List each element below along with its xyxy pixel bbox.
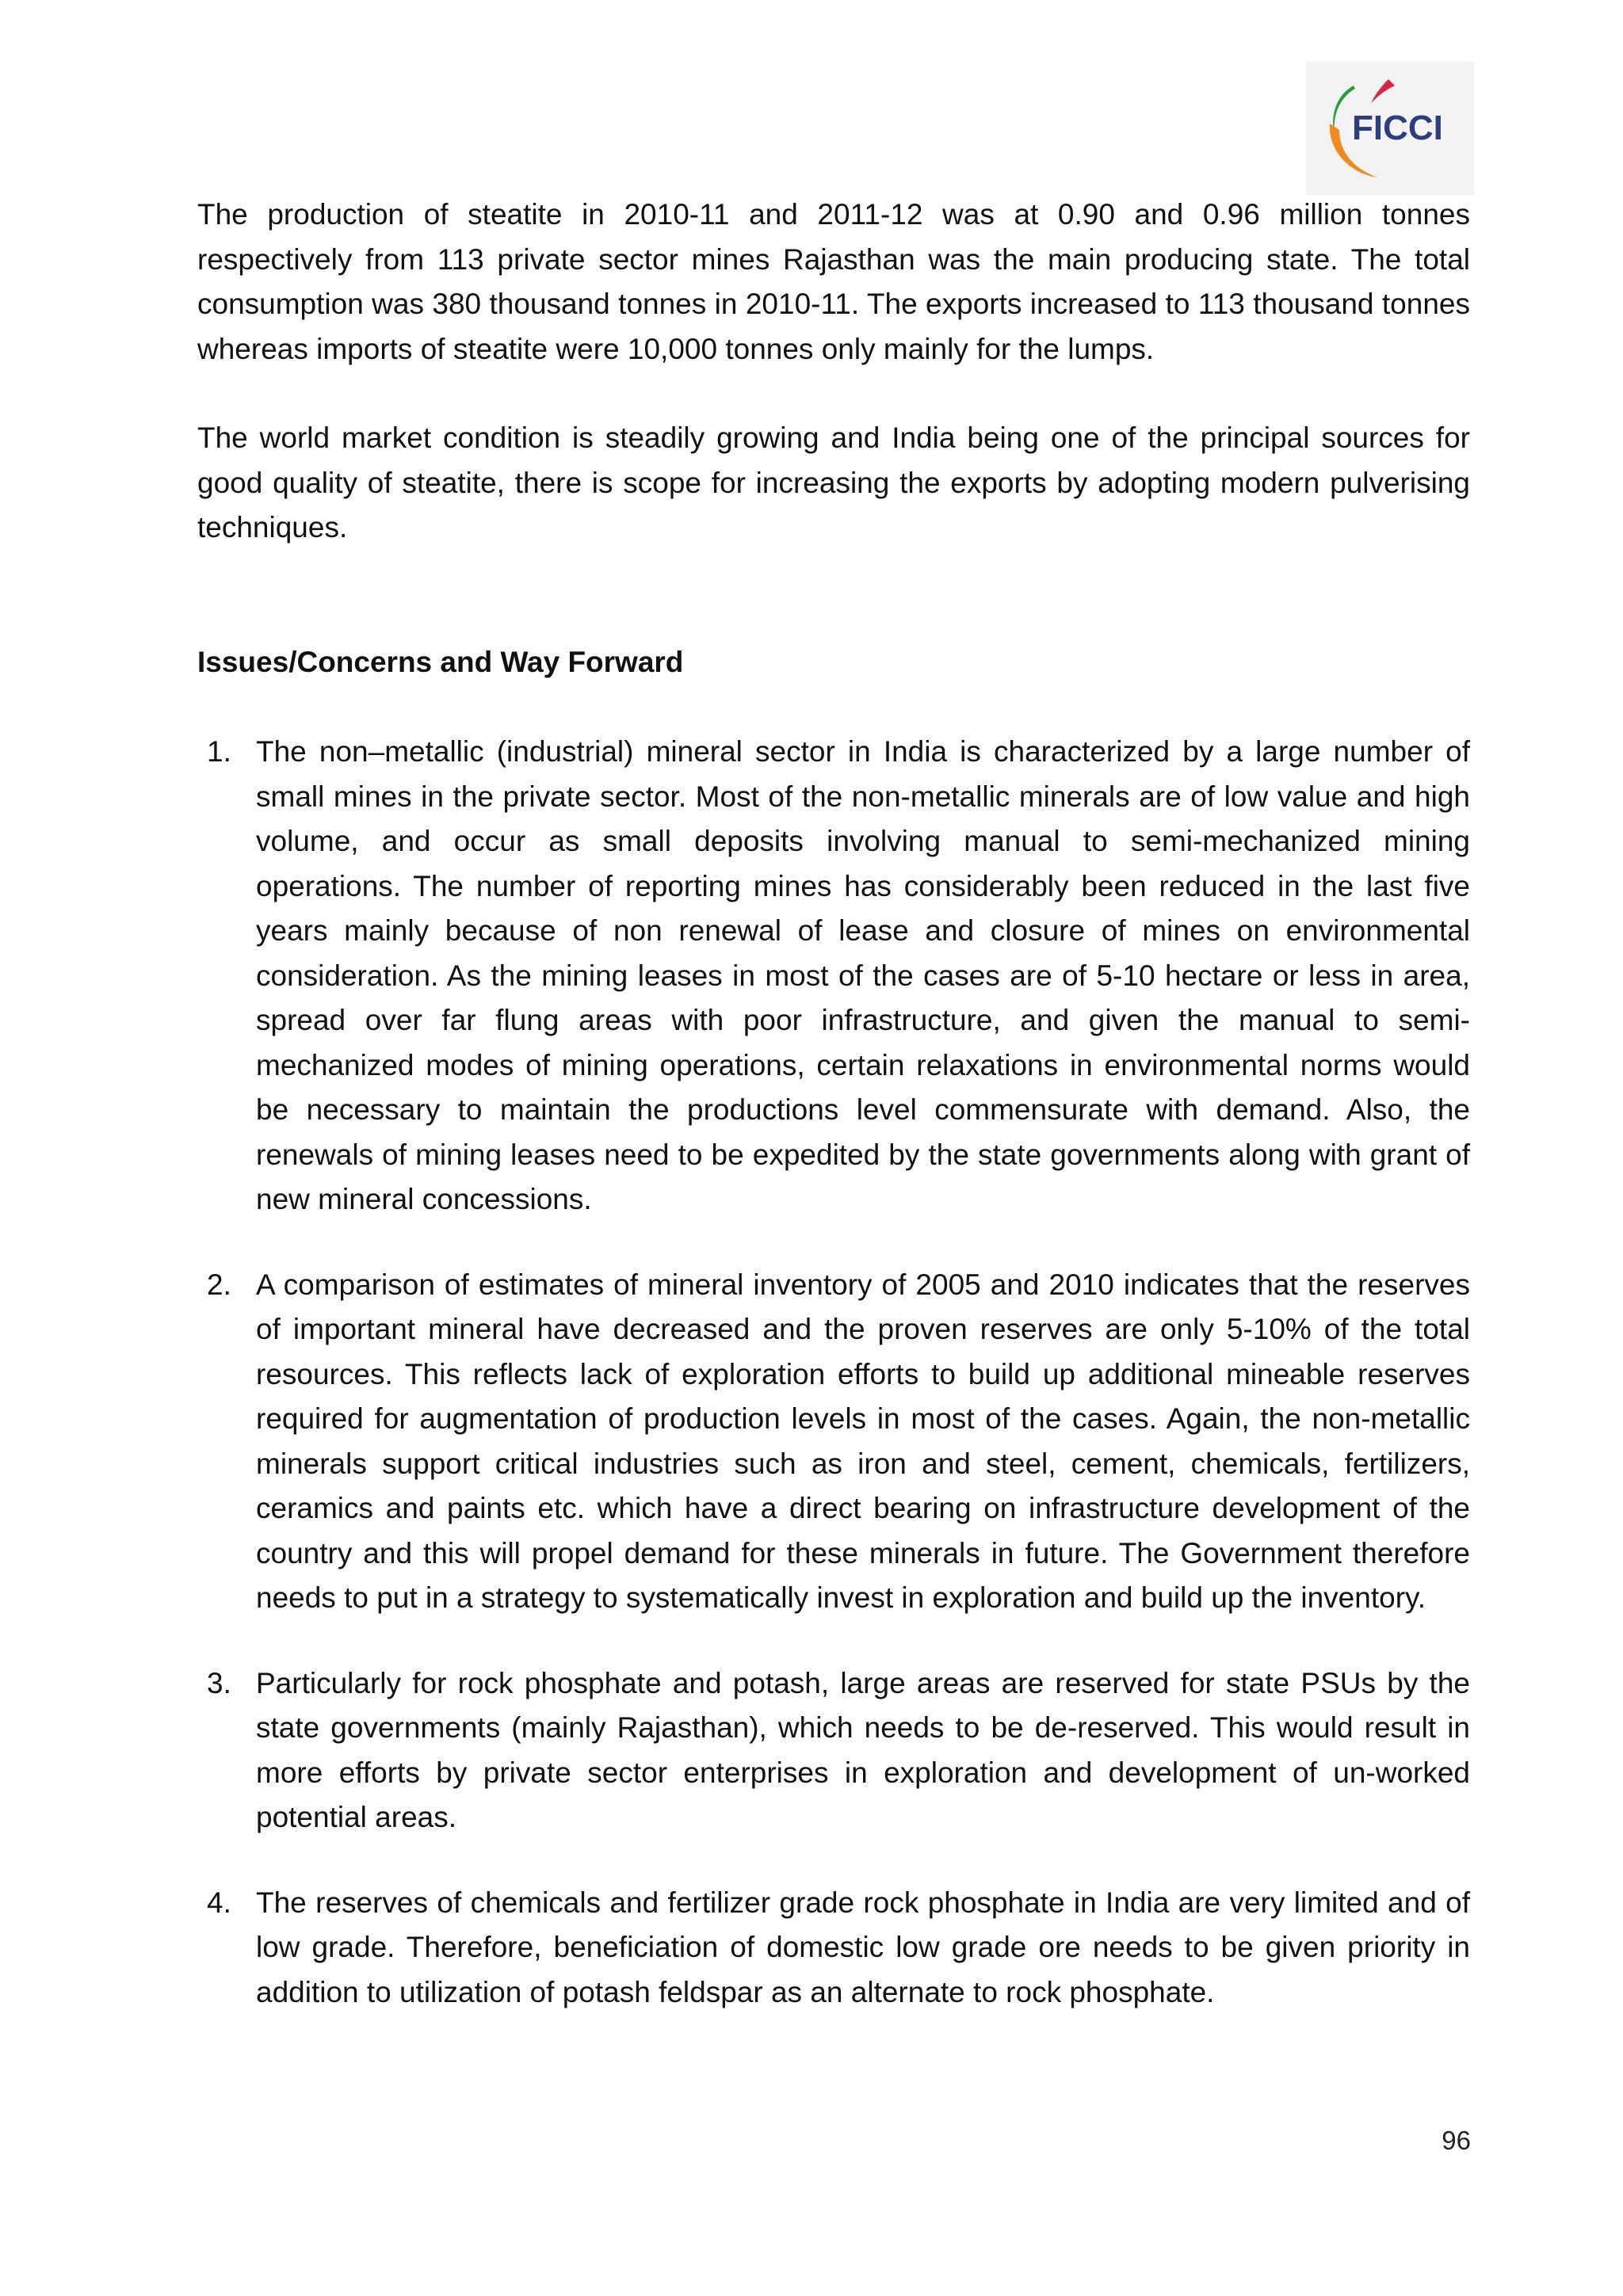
paragraph-steatite-production: The production of steatite in 2010-11 and 2011-12 was at 0.90 and 0.96 million tonnes respectively from 113 private sector mines Rajasthan was the main producing state. The total consumption was 380 thousand tonnes in 2010-11. The exports increased to 113 thousand tonnes whereas imports of steatite were 10,000 tonnes only mainly for the lumps. [197,198,1470,365]
paragraph-world-market: The world market condition is steadily growing and India being one of the principal sources for good quality of steatite, there is scope for increasing the exports by adopting modern pulverising techniques. [197,421,1470,543]
list-item [197,1661,1470,1840]
list-item-number: 2. [207,1268,231,1301]
list-item-number: 1. [207,735,231,768]
list-item-text: The reserves of chemicals and fertilizer grade rock phosphate in India are very limited and of low grade. Therefore, beneficiation of domestic low grade ore needs to be given priority in addition to utilization of potash feldspar as an alternate to rock phosphate. [256,1886,1470,2008]
list-item [197,1263,1470,1621]
list-item-number: 4. [207,1886,231,1919]
document-body [197,193,1470,2015]
list-item [197,730,1470,1222]
ficci-logo [1306,62,1474,195]
logo-red-swoosh [1371,79,1395,103]
logo-text: FICCI [1352,109,1443,147]
page-number: 96 [1442,2126,1471,2155]
list-item-text: Particularly for rock phosphate and potash, large areas are reserved for state PSUs by the state governments (mainly Rajasthan), which needs to be de-reserved. This would result in more efforts by private sector enterprises in exploration and development of un-worked potential areas. [256,1666,1470,1833]
list-item [197,1881,1470,2016]
list-item-number: 3. [207,1666,231,1699]
issues-list [197,730,1470,2015]
section-heading: Issues/Concerns and Way Forward [197,645,684,678]
list-item-text: A comparison of estimates of mineral inventory of 2005 and 2010 indicates that the reserves of important mineral have decreased and the proven reserves are only 5-10% of the total resources. This reflects lack of exploration efforts to build up additional mineable reserves required for augmentation of production levels in most of the cases. Again, the non-metallic minerals support critical industries such as iron and steel, cement, chemicals, fertilizers, ceramics and paints etc. which have a direct bearing on infrastructure development of the country and this will propel demand for these minerals in future. The Government therefore needs to put in a strategy to systematically invest in exploration and build up the inventory. [256,1268,1470,1614]
list-item-text: The non–metallic (industrial) mineral sector in India is characterized by a large number of small mines in the private sector. Most of the non-metallic minerals are of low value and high volume, and occur as small deposits involving manual to semi-mechanized mining operations. The number of reporting mines has considerably been reduced in the last five years mainly because of non renewal of lease and closure of mines on environmental consideration. As the mining leases in most of the cases are of 5-10 hectare or less in area, spread over far flung areas with poor infrastructure, and given the manual to semi-mechanized modes of mining operations, certain relaxations in environmental norms would be necessary to maintain the productions level commensurate with demand. Also, the renewals of mining leases need to be expedited by the state governments along with grant of new mineral concessions. [256,735,1470,1215]
